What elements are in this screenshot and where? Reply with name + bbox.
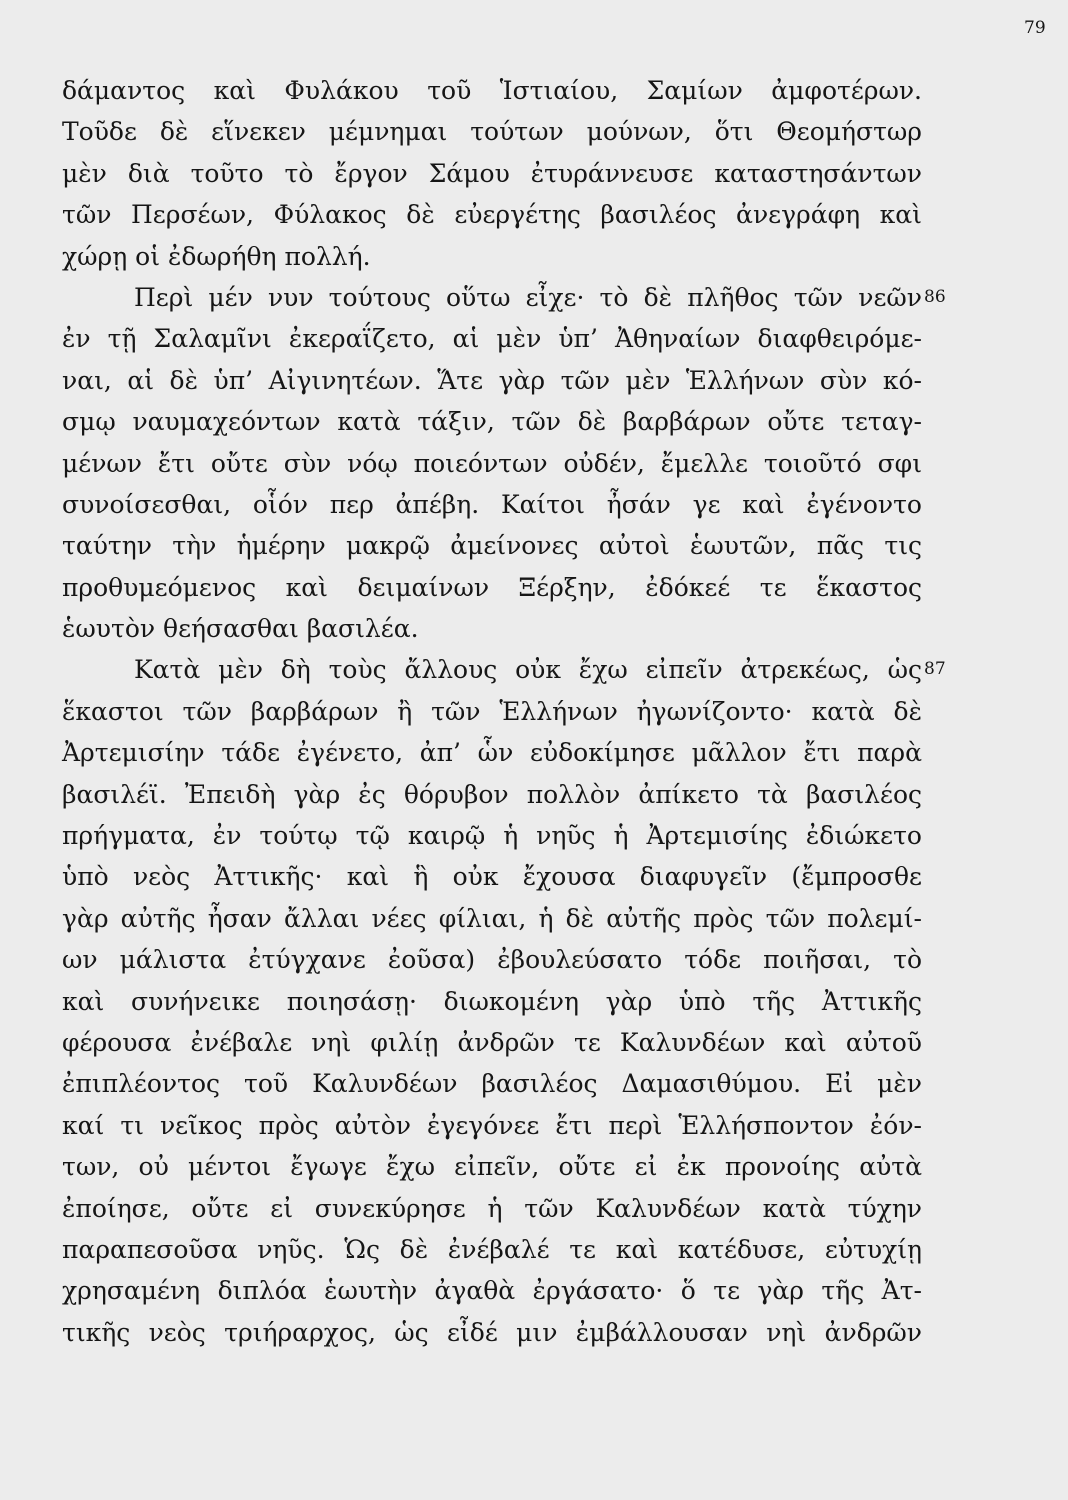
text-line: φέρουσα ἐνέβαλε νηὶ φιλίῃ ἀνδρῶν τε Καλυνδέων καὶ αὐτοῦ — [62, 1027, 922, 1057]
text-block — [62, 70, 946, 1353]
text-line: παραπεσοῦσα νηῦς. Ὡς δὲ ἐνέβαλέ τε καὶ κατέδυσε, εὐτυχίῃ — [62, 1234, 922, 1264]
text-line: ὑπὸ νεὸς Ἀττικῆς· καὶ ἣ οὐκ ἔχουσα διαφυγεῖν (ἔμπροσθε — [62, 862, 922, 892]
text-line: σμῳ ναυμαχεόντων κατὰ τάξιν, τῶν δὲ βαρβάρων οὔτε τεταγ- — [62, 407, 922, 437]
text-line: ων μάλιστα ἐτύγχανε ἐοῦσα) ἐβουλεύσατο τόδε ποιῆσαι, τὸ — [62, 945, 922, 975]
text-line: ἕκαστοι τῶν βαρβάρων ἢ τῶν Ἑλλήνων ἠγωνίζοντο· κατὰ δὲ — [62, 696, 922, 726]
margin-section-number: 86 — [924, 286, 946, 307]
text-line-content: Περὶ μέν νυν τούτους οὕτω εἶχε· τὸ δὲ πλῆθος τῶν νεῶν — [134, 282, 922, 312]
text-line: Ἀρτεμισίην τάδε ἐγένετο, ἀπ’ ὧν εὐδοκίμησε μᾶλλον ἔτι παρὰ — [62, 738, 922, 768]
text-line: συνοίσεσθαι, οἷόν περ ἀπέβη. Καίτοι ἦσάν γε καὶ ἐγένοντο — [62, 489, 922, 519]
text-line: μὲν διὰ τοῦτο τὸ ἔργον Σάμου ἐτυράννευσε καταστησάντων — [62, 158, 922, 188]
margin-section-number: 87 — [924, 659, 946, 680]
paragraph-start-line — [62, 649, 946, 690]
text-line: τῶν Περσέων, Φύλακος δὲ εὐεργέτης βασιλέος ἀνεγράφη καὶ — [62, 200, 922, 230]
text-line: πρήγματα, ἐν τούτῳ τῷ καιρῷ ἡ νηῦς ἡ Ἀρτεμισίης ἐδιώκετο — [62, 821, 922, 851]
text-line-content: Κατὰ μὲν δὴ τοὺς ἄλλους οὐκ ἔχω εἰπεῖν ἀτρεκέως, ὡς — [134, 655, 922, 685]
text-line: καὶ συνήνεικε ποιησάσῃ· διωκομένη γὰρ ὑπὸ τῆς Ἀττικῆς — [62, 986, 922, 1016]
text-line: των, οὐ μέντοι ἔγωγε ἔχω εἰπεῖν, οὔτε εἰ ἐκ προνοίης αὐτὰ — [62, 1152, 922, 1182]
page-number: 79 — [1024, 18, 1046, 38]
paragraph-start-line — [62, 277, 946, 318]
text-line: χρησαμένη διπλόα ἑωυτὴν ἀγαθὰ ἐργάσατο· ὅ τε γὰρ τῆς Ἀτ- — [62, 1276, 922, 1306]
text-line: ἐν τῇ Σαλαμῖνι ἐκεραΐζετο, αἱ μὲν ὑπ’ Ἀθηναίων διαφθειρόμε- — [62, 324, 922, 354]
text-line: δάμαντος καὶ Φυλάκου τοῦ Ἱστιαίου, Σαμίων ἀμφοτέρων. — [62, 76, 922, 105]
text-line: ναι, αἱ δὲ ὑπ’ Αἰγινητέων. Ἅτε γὰρ τῶν μὲν Ἑλλήνων σὺν κό- — [62, 365, 922, 395]
text-line: Τοῦδε δὲ εἵνεκεν μέμνημαι τούτων μούνων, ὅτι Θεομήστωρ — [62, 117, 922, 147]
text-line: ἑωυτὸν θεήσασθαι βασιλέα. — [62, 614, 419, 644]
text-line: βασιλέϊ. Ἐπειδὴ γὰρ ἐς θόρυβον πολλὸν ἀπίκετο τὰ βασιλέος — [62, 779, 922, 809]
text-line: γὰρ αὐτῆς ἦσαν ἄλλαι νέες φίλιαι, ἡ δὲ αὐτῆς πρὸς τῶν πολεμί- — [62, 903, 922, 933]
text-line: μένων ἔτι οὔτε σὺν νόῳ ποιεόντων οὐδέν, ἔμελλε τοιοῦτό σφι — [62, 448, 922, 478]
text-line: καί τι νεῖκος πρὸς αὐτὸν ἐγεγόνεε ἔτι περὶ Ἑλλήσποντον ἐόν- — [62, 1110, 922, 1140]
text-line: ταύτην τὴν ἡμέρην μακρῷ ἀμείνονες αὐτοὶ ἑωυτῶν, πᾶς τις — [62, 531, 922, 561]
text-line: τικῆς νεὸς τριήραρχος, ὡς εἶδέ μιν ἐμβάλλουσαν νηὶ ἀνδρῶν — [62, 1317, 922, 1347]
text-line: ἐπιπλέοντος τοῦ Καλυνδέων βασιλέος Δαμασιθύμου. Εἰ μὲν — [62, 1069, 922, 1099]
text-line: χώρῃ οἱ ἐδωρήθη πολλή. — [62, 241, 371, 271]
text-line: προθυμεόμενος καὶ δειμαίνων Ξέρξην, ἐδόκεέ τε ἕκαστος — [62, 572, 922, 602]
text-line: ἐποίησε, οὔτε εἰ συνεκύρησε ἡ τῶν Καλυνδέων κατὰ τύχην — [62, 1193, 922, 1223]
